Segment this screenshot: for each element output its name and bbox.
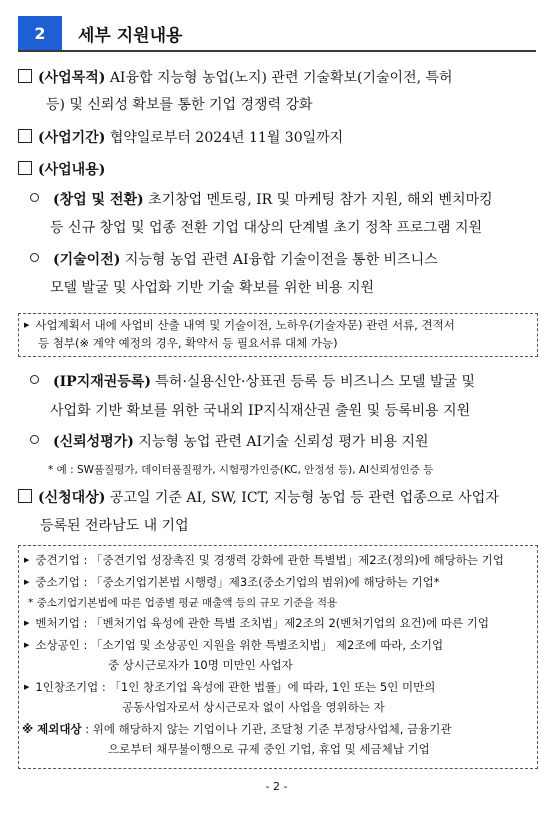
- target-label: (신청대상): [38, 490, 106, 506]
- period-text: 협약일로부터 2024년 11월 30일까지: [109, 130, 344, 146]
- item-label: (IP지재권등록): [53, 374, 151, 390]
- content-item-1-line-1: [30, 190, 493, 210]
- item-label: (창업 및 전환): [53, 192, 144, 208]
- def-text: : 위에 해당하지 않는 기업이나 기관, 조달청 기준 부정당사업체, 금융기관: [85, 722, 452, 736]
- page-number: - 2 -: [265, 780, 288, 793]
- def-line-9: [22, 721, 452, 737]
- square-bullet-icon: [18, 69, 32, 83]
- purpose-label: (사업목적): [38, 70, 106, 86]
- section-number: 2: [18, 16, 62, 50]
- content-line: [18, 160, 105, 180]
- triangle-bullet-icon: ▶: [24, 556, 30, 564]
- content-item-3-line-1: [30, 372, 475, 392]
- def-text: 1인창조기업 : 「1인 창조기업 육성에 관한 법률」에 따라, 1인 또는 5인 미만의: [35, 680, 436, 694]
- period-line: [18, 128, 343, 148]
- content-item-4-line-1: [30, 432, 429, 452]
- item-text: 특허·실용신안·상표권 등록 등 비즈니스 모델 발굴 및: [155, 374, 476, 390]
- def-line-7: [24, 679, 435, 695]
- note-text: 사업계획서 내에 사업비 산출 내역 및 기술이전, 노하우(기술자문) 관련 서류, 견적서: [35, 318, 455, 332]
- def-text: 소상공인 : 「소기업 및 소상공인 지원을 위한 특별조치법」 제2조에 따라, 소기업: [35, 638, 444, 652]
- def-line-6: 중 상시근로자가 10명 미만인 사업자: [108, 658, 293, 672]
- circle-bullet-icon: [30, 375, 39, 384]
- circle-bullet-icon: [30, 435, 39, 444]
- section-title: 세부 지원내용: [78, 26, 183, 46]
- purpose-text-1: AI융합 지능형 농업(노지) 관련 기술확보(기술이전, 특허: [109, 70, 453, 86]
- def-line-2: [24, 574, 440, 590]
- section-header: [18, 16, 536, 52]
- def-line-5: [24, 637, 443, 653]
- triangle-bullet-icon: ▶: [24, 619, 30, 627]
- item-label: (신뢰성평가): [53, 434, 134, 450]
- def-line-3: * 중소기업기본법에 따른 업종별 평균 매출액 등의 규모 기준을 적용: [28, 597, 338, 609]
- content-label: (사업내용): [38, 162, 106, 178]
- def-text: 중소기업 : 「중소기업기본법 시행령」제3조(중소기업의 범위)에 해당하는 기업*: [35, 575, 440, 589]
- triangle-bullet-icon: ▶: [24, 321, 30, 329]
- square-bullet-icon: [18, 489, 32, 503]
- content-item-2-line-2: 모델 발굴 및 사업화 기반 기술 확보를 위한 비용 지원: [50, 280, 375, 296]
- circle-bullet-icon: [30, 193, 39, 202]
- content-item-1-line-2: 등 신규 창업 및 업종 전환 기업 대상의 단계별 초기 정착 프로그램 지원: [50, 220, 483, 236]
- triangle-bullet-icon: ▶: [24, 683, 30, 691]
- note-line-2: 등 첨부(※ 계약 예정의 경우, 확약서 등 필요서류 대체 가능): [38, 336, 338, 350]
- def-text: 벤처기업 : 「벤처기업 육성에 관한 특별 조치법」제2조의 2(벤처기업의 요건)에 따른 기업: [35, 616, 490, 630]
- item-text: 초기창업 멘토링, IR 및 마케팅 참가 지원, 해외 벤치마킹: [148, 192, 493, 208]
- def-text: 중견기업 : 「중견기업 성장촉진 및 경쟁력 강화에 관한 특별법」제2조(정의)에 해당하는 기업: [35, 553, 504, 567]
- target-text-1: 공고일 기준 AI, SW, ICT, 지능형 농업 등 관련 업종으로 사업자: [109, 490, 499, 506]
- content-item-2-line-1: [30, 250, 438, 270]
- item-text: 지능형 농업 관련 AI융합 기술이전을 통한 비즈니스: [124, 252, 438, 268]
- def-line-4: [24, 615, 489, 631]
- note-line-1: [24, 317, 455, 333]
- triangle-bullet-icon: ▶: [24, 578, 30, 586]
- square-bullet-icon: [18, 129, 32, 143]
- square-bullet-icon: [18, 161, 32, 175]
- item-text: 지능형 농업 관련 AI기술 신뢰성 평가 비용 지원: [138, 434, 429, 450]
- item-label: (기술이전): [53, 252, 121, 268]
- triangle-bullet-icon: ▶: [24, 641, 30, 649]
- target-line-1: [18, 488, 499, 508]
- def-line-8: 공동사업자로서 상시근로자 없이 사업을 영위하는 자: [122, 700, 385, 714]
- period-label: (사업기간): [38, 130, 106, 146]
- exclusion-label: ※ 제외대상: [22, 722, 82, 736]
- target-text-2: 등록된 전라남도 내 기업: [40, 518, 189, 534]
- purpose-line-1: [18, 68, 453, 88]
- example-note: * 예 : SW품질평가, 데이터품질평가, 시험평가인증(KC, 안정성 등), AI신뢰성인증 등: [48, 464, 434, 476]
- content-item-3-line-2: 사업화 기반 확보를 위한 국내외 IP지식재산권 출원 및 등록비용 지원: [50, 403, 471, 419]
- purpose-text-2: 등) 및 신뢰성 확보를 통한 기업 경쟁력 강화: [46, 97, 313, 113]
- def-line-10: 으로부터 채무불이행으로 규제 중인 기업, 휴업 및 세금체납 기업: [108, 742, 430, 756]
- def-line-1: [24, 552, 504, 568]
- circle-bullet-icon: [30, 253, 39, 262]
